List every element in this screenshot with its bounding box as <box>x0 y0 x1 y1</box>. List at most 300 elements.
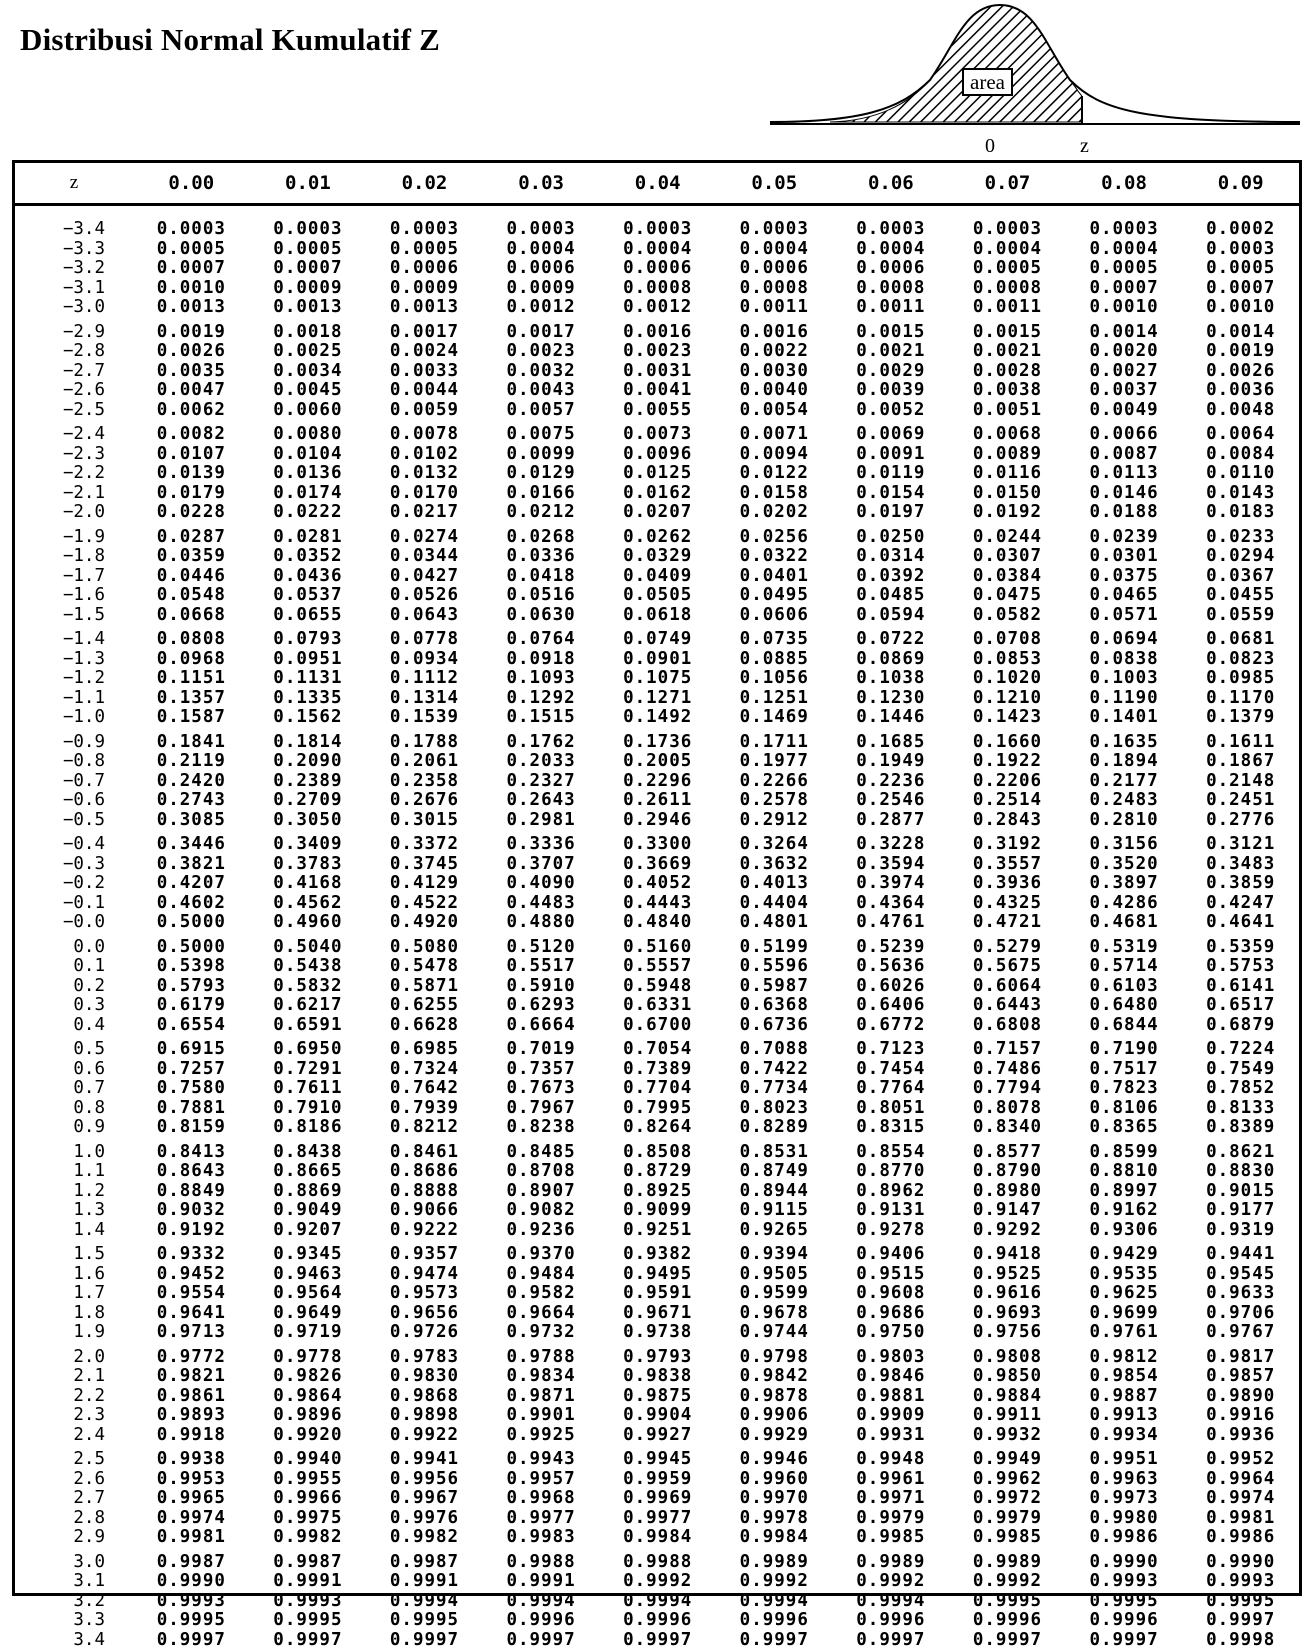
probability-cell: 0.0122 <box>716 464 833 484</box>
probability-cell: 0.8749 <box>716 1162 833 1182</box>
probability-cell: 0.9834 <box>483 1367 600 1387</box>
probability-cell: 0.5478 <box>366 957 483 977</box>
probability-cell: 0.0025 <box>250 342 367 362</box>
probability-cell: 0.1190 <box>1066 689 1183 709</box>
z-value-cell: −1.6 <box>15 586 133 606</box>
probability-cell: 0.9967 <box>366 1489 483 1509</box>
probability-cell: 0.9946 <box>716 1445 833 1470</box>
probability-cell: 0.0026 <box>1182 362 1299 382</box>
probability-cell: 0.9808 <box>949 1343 1066 1368</box>
probability-cell: 0.6179 <box>133 996 250 1016</box>
probability-cell: 0.0035 <box>133 362 250 382</box>
probability-cell: 0.3372 <box>366 830 483 855</box>
probability-cell: 0.9927 <box>599 1426 716 1446</box>
probability-cell: 0.9959 <box>599 1470 716 1490</box>
probability-cell: 0.0192 <box>949 503 1066 523</box>
probability-cell: 0.2296 <box>599 772 716 792</box>
probability-cell: 0.0026 <box>133 342 250 362</box>
probability-cell: 0.7704 <box>599 1079 716 1099</box>
probability-cell: 0.0869 <box>833 650 950 670</box>
probability-cell: 0.9535 <box>1066 1265 1183 1285</box>
probability-cell: 0.0418 <box>483 567 600 587</box>
z-value-cell: −3.4 <box>15 205 133 240</box>
probability-cell: 0.9991 <box>250 1572 367 1592</box>
probability-cell: 0.9997 <box>483 1631 600 1650</box>
probability-cell: 0.9265 <box>716 1221 833 1241</box>
z-value-cell: 2.5 <box>15 1445 133 1470</box>
probability-cell: 0.1635 <box>1066 728 1183 753</box>
table-row <box>15 1079 1299 1099</box>
table-row <box>15 957 1299 977</box>
probability-cell: 0.2877 <box>833 811 950 831</box>
probability-cell: 0.9977 <box>599 1509 716 1529</box>
column-header: 0.04 <box>599 163 716 205</box>
probability-cell: 0.0017 <box>483 318 600 343</box>
probability-cell: 0.0244 <box>949 523 1066 548</box>
probability-cell: 0.4880 <box>483 913 600 933</box>
probability-cell: 0.0314 <box>833 547 950 567</box>
probability-cell: 0.9971 <box>833 1489 950 1509</box>
z-value-cell: −3.3 <box>15 240 133 260</box>
probability-cell: 0.9573 <box>366 1284 483 1304</box>
probability-cell: 0.9719 <box>250 1323 367 1343</box>
probability-cell: 0.1112 <box>366 669 483 689</box>
table-row <box>15 669 1299 689</box>
probability-cell: 0.9929 <box>716 1426 833 1446</box>
z-value-cell: −2.1 <box>15 484 133 504</box>
probability-cell: 0.0301 <box>1066 547 1183 567</box>
probability-cell: 0.0202 <box>716 503 833 523</box>
probability-cell: 0.0015 <box>833 318 950 343</box>
probability-cell: 0.9778 <box>250 1343 367 1368</box>
z-value-cell: −0.7 <box>15 772 133 792</box>
table-row <box>15 381 1299 401</box>
probability-cell: 0.9995 <box>133 1611 250 1631</box>
probability-cell: 0.8531 <box>716 1138 833 1163</box>
probability-cell: 0.0011 <box>949 298 1066 318</box>
probability-cell: 0.4522 <box>366 894 483 914</box>
table-row <box>15 318 1299 343</box>
probability-cell: 0.0104 <box>250 445 367 465</box>
probability-cell: 0.8508 <box>599 1138 716 1163</box>
z-value-cell: −1.4 <box>15 625 133 650</box>
probability-cell: 0.0021 <box>949 342 1066 362</box>
probability-cell: 0.4364 <box>833 894 950 914</box>
normal-curve-figure <box>770 0 1300 160</box>
probability-cell: 0.6879 <box>1182 1016 1299 1036</box>
probability-cell: 0.9981 <box>133 1528 250 1548</box>
probability-cell: 0.0048 <box>1182 401 1299 421</box>
table-row <box>15 1323 1299 1343</box>
probability-cell: 0.0016 <box>716 318 833 343</box>
probability-cell: 0.0007 <box>250 259 367 279</box>
probability-cell: 0.0179 <box>133 484 250 504</box>
probability-cell: 0.0009 <box>483 279 600 299</box>
probability-cell: 0.5948 <box>599 977 716 997</box>
table-row <box>15 791 1299 811</box>
probability-cell: 0.9997 <box>599 1631 716 1650</box>
z-value-cell: 2.8 <box>15 1509 133 1529</box>
probability-cell: 0.6331 <box>599 996 716 1016</box>
probability-cell: 0.0007 <box>1066 279 1183 299</box>
probability-cell: 0.9997 <box>366 1631 483 1650</box>
z-value-cell: −0.0 <box>15 913 133 933</box>
probability-cell: 0.9990 <box>1066 1548 1183 1573</box>
probability-cell: 0.0034 <box>250 362 367 382</box>
z-value-cell: 2.4 <box>15 1426 133 1446</box>
probability-cell: 0.6480 <box>1066 996 1183 1016</box>
z-label: z <box>1080 135 1089 158</box>
z-value-cell: −0.2 <box>15 874 133 894</box>
probability-cell: 0.0013 <box>366 298 483 318</box>
probability-cell: 0.6103 <box>1066 977 1183 997</box>
table-row <box>15 1509 1299 1529</box>
probability-cell: 0.9292 <box>949 1221 1066 1241</box>
probability-cell: 0.4207 <box>133 874 250 894</box>
probability-cell: 0.0375 <box>1066 567 1183 587</box>
probability-cell: 0.0516 <box>483 586 600 606</box>
probability-cell: 0.9861 <box>133 1387 250 1407</box>
probability-cell: 0.0281 <box>250 523 367 548</box>
probability-cell: 0.0017 <box>366 318 483 343</box>
probability-cell: 0.8389 <box>1182 1118 1299 1138</box>
probability-cell: 0.0075 <box>483 420 600 445</box>
probability-cell: 0.0495 <box>716 586 833 606</box>
probability-cell: 0.9893 <box>133 1406 250 1426</box>
table-row <box>15 1611 1299 1631</box>
probability-cell: 0.7517 <box>1066 1060 1183 1080</box>
page-title: Distribusi Normal Kumulatif Z <box>20 22 440 58</box>
table-row <box>15 503 1299 523</box>
probability-cell: 0.9641 <box>133 1304 250 1324</box>
probability-cell: 0.0023 <box>599 342 716 362</box>
probability-cell: 0.0066 <box>1066 420 1183 445</box>
probability-cell: 0.0853 <box>949 650 1066 670</box>
probability-cell: 0.0808 <box>133 625 250 650</box>
probability-cell: 0.5438 <box>250 957 367 977</box>
probability-cell: 0.0207 <box>599 503 716 523</box>
probability-cell: 0.3897 <box>1066 874 1183 894</box>
probability-cell: 0.9974 <box>1182 1489 1299 1509</box>
z-value-cell: 0.4 <box>15 1016 133 1036</box>
probability-cell: 0.7881 <box>133 1099 250 1119</box>
column-header: 0.06 <box>833 163 950 205</box>
probability-cell: 0.8238 <box>483 1118 600 1138</box>
z-value-cell: −2.3 <box>15 445 133 465</box>
probability-cell: 0.0239 <box>1066 523 1183 548</box>
probability-cell: 0.7257 <box>133 1060 250 1080</box>
z-value-cell: −0.4 <box>15 830 133 855</box>
probability-cell: 0.3520 <box>1066 855 1183 875</box>
table-row <box>15 1470 1299 1490</box>
probability-cell: 0.6985 <box>366 1035 483 1060</box>
z-value-cell: 1.0 <box>15 1138 133 1163</box>
probability-cell: 0.9993 <box>1066 1572 1183 1592</box>
probability-cell: 0.3859 <box>1182 874 1299 894</box>
probability-cell: 0.9656 <box>366 1304 483 1324</box>
probability-cell: 0.0618 <box>599 606 716 626</box>
probability-cell: 0.9099 <box>599 1201 716 1221</box>
probability-cell: 0.3821 <box>133 855 250 875</box>
probability-cell: 0.5319 <box>1066 933 1183 958</box>
probability-cell: 0.0091 <box>833 445 950 465</box>
probability-cell: 0.0009 <box>366 279 483 299</box>
probability-cell: 0.2061 <box>366 752 483 772</box>
probability-cell: 0.6443 <box>949 996 1066 1016</box>
probability-cell: 0.7823 <box>1066 1079 1183 1099</box>
probability-cell: 0.1251 <box>716 689 833 709</box>
probability-cell: 0.0005 <box>250 240 367 260</box>
probability-cell: 0.3121 <box>1182 830 1299 855</box>
probability-cell: 0.8289 <box>716 1118 833 1138</box>
probability-cell: 0.0606 <box>716 606 833 626</box>
probability-cell: 0.8106 <box>1066 1099 1183 1119</box>
probability-cell: 0.9418 <box>949 1240 1066 1265</box>
probability-cell: 0.9842 <box>716 1367 833 1387</box>
probability-cell: 0.5987 <box>716 977 833 997</box>
probability-cell: 0.9972 <box>949 1489 1066 1509</box>
z-value-cell: −2.9 <box>15 318 133 343</box>
probability-cell: 0.7611 <box>250 1079 367 1099</box>
probability-cell: 0.0062 <box>133 401 250 421</box>
probability-cell: 0.0465 <box>1066 586 1183 606</box>
probability-cell: 0.0158 <box>716 484 833 504</box>
probability-cell: 0.9998 <box>1182 1631 1299 1650</box>
z-value-cell: 2.1 <box>15 1367 133 1387</box>
z-value-cell: 1.5 <box>15 1240 133 1265</box>
probability-cell: 0.2743 <box>133 791 250 811</box>
probability-cell: 0.0005 <box>949 259 1066 279</box>
probability-cell: 0.1736 <box>599 728 716 753</box>
probability-cell: 0.5871 <box>366 977 483 997</box>
probability-cell: 0.7019 <box>483 1035 600 1060</box>
probability-cell: 0.9936 <box>1182 1426 1299 1446</box>
table-row <box>15 996 1299 1016</box>
probability-cell: 0.9871 <box>483 1387 600 1407</box>
probability-cell: 0.9990 <box>1182 1548 1299 1573</box>
probability-cell: 0.1314 <box>366 689 483 709</box>
z-value-cell: −0.1 <box>15 894 133 914</box>
probability-cell: 0.5160 <box>599 933 716 958</box>
z-value-cell: −0.6 <box>15 791 133 811</box>
probability-cell: 0.9997 <box>1182 1611 1299 1631</box>
probability-cell: 0.0007 <box>133 259 250 279</box>
table-row <box>15 1284 1299 1304</box>
probability-cell: 0.0352 <box>250 547 367 567</box>
probability-cell: 0.7357 <box>483 1060 600 1080</box>
probability-cell: 0.0262 <box>599 523 716 548</box>
probability-cell: 0.9798 <box>716 1343 833 1368</box>
probability-cell: 0.9989 <box>833 1548 950 1573</box>
probability-cell: 0.1075 <box>599 669 716 689</box>
probability-cell: 0.9484 <box>483 1265 600 1285</box>
z-value-cell: 1.7 <box>15 1284 133 1304</box>
probability-cell: 0.1170 <box>1182 689 1299 709</box>
probability-cell: 0.9767 <box>1182 1323 1299 1343</box>
z-value-cell: −2.6 <box>15 381 133 401</box>
probability-cell: 0.7852 <box>1182 1079 1299 1099</box>
probability-cell: 0.8665 <box>250 1162 367 1182</box>
probability-cell: 0.8729 <box>599 1162 716 1182</box>
probability-cell: 0.0681 <box>1182 625 1299 650</box>
table-row <box>15 913 1299 933</box>
probability-cell: 0.2546 <box>833 791 950 811</box>
probability-cell: 0.3707 <box>483 855 600 875</box>
probability-cell: 0.0329 <box>599 547 716 567</box>
probability-cell: 0.0505 <box>599 586 716 606</box>
probability-cell: 0.0367 <box>1182 567 1299 587</box>
probability-cell: 0.8264 <box>599 1118 716 1138</box>
probability-cell: 0.9812 <box>1066 1343 1183 1368</box>
probability-cell: 0.7549 <box>1182 1060 1299 1080</box>
probability-cell: 0.2005 <box>599 752 716 772</box>
probability-cell: 0.9995 <box>366 1611 483 1631</box>
probability-cell: 0.8621 <box>1182 1138 1299 1163</box>
probability-cell: 0.1423 <box>949 708 1066 728</box>
probability-cell: 0.5359 <box>1182 933 1299 958</box>
probability-cell: 0.6700 <box>599 1016 716 1036</box>
probability-cell: 0.1003 <box>1066 669 1183 689</box>
z-value-cell: 2.6 <box>15 1470 133 1490</box>
probability-cell: 0.0084 <box>1182 445 1299 465</box>
probability-cell: 0.9761 <box>1066 1323 1183 1343</box>
area-label: area <box>962 68 1013 96</box>
probability-cell: 0.3228 <box>833 830 950 855</box>
probability-cell: 0.9934 <box>1066 1426 1183 1446</box>
probability-cell: 0.3156 <box>1066 830 1183 855</box>
probability-cell: 0.9980 <box>1066 1509 1183 1529</box>
probability-cell: 0.9826 <box>250 1367 367 1387</box>
probability-cell: 0.3050 <box>250 811 367 831</box>
probability-cell: 0.7224 <box>1182 1035 1299 1060</box>
probability-cell: 0.7454 <box>833 1060 950 1080</box>
probability-cell: 0.2843 <box>949 811 1066 831</box>
probability-cell: 0.9616 <box>949 1284 1066 1304</box>
probability-cell: 0.9032 <box>133 1201 250 1221</box>
probability-cell: 0.8997 <box>1066 1182 1183 1202</box>
probability-cell: 0.6064 <box>949 977 1066 997</box>
probability-cell: 0.0041 <box>599 381 716 401</box>
probability-cell: 0.9545 <box>1182 1265 1299 1285</box>
table-row <box>15 464 1299 484</box>
probability-cell: 0.0170 <box>366 484 483 504</box>
z-value-cell: 0.1 <box>15 957 133 977</box>
probability-cell: 0.7291 <box>250 1060 367 1080</box>
table-row <box>15 830 1299 855</box>
table-row <box>15 420 1299 445</box>
probability-cell: 0.9953 <box>133 1470 250 1490</box>
probability-cell: 0.0036 <box>1182 381 1299 401</box>
probability-cell: 0.0655 <box>250 606 367 626</box>
probability-cell: 0.8686 <box>366 1162 483 1182</box>
probability-cell: 0.0059 <box>366 401 483 421</box>
probability-cell: 0.0129 <box>483 464 600 484</box>
probability-cell: 0.7324 <box>366 1060 483 1080</box>
z-value-cell: 1.2 <box>15 1182 133 1202</box>
probability-cell: 0.7389 <box>599 1060 716 1080</box>
probability-cell: 0.1814 <box>250 728 367 753</box>
probability-cell: 0.9979 <box>949 1509 1066 1529</box>
probability-cell: 0.9838 <box>599 1367 716 1387</box>
probability-cell: 0.9977 <box>483 1509 600 1529</box>
probability-cell: 0.8186 <box>250 1118 367 1138</box>
probability-cell: 0.9278 <box>833 1221 950 1241</box>
table-body <box>15 205 1299 1650</box>
table-row <box>15 811 1299 831</box>
probability-cell: 0.2451 <box>1182 791 1299 811</box>
probability-cell: 0.9162 <box>1066 1201 1183 1221</box>
probability-cell: 0.0735 <box>716 625 833 650</box>
probability-cell: 0.9938 <box>133 1445 250 1470</box>
probability-cell: 0.9965 <box>133 1489 250 1509</box>
probability-cell: 0.2358 <box>366 772 483 792</box>
probability-cell: 0.0006 <box>366 259 483 279</box>
probability-cell: 0.9699 <box>1066 1304 1183 1324</box>
probability-cell: 0.0004 <box>716 240 833 260</box>
probability-cell: 0.0027 <box>1066 362 1183 382</box>
probability-cell: 0.3557 <box>949 855 1066 875</box>
probability-cell: 0.9970 <box>716 1489 833 1509</box>
probability-cell: 0.2810 <box>1066 811 1183 831</box>
probability-cell: 0.9996 <box>716 1611 833 1631</box>
probability-cell: 0.9994 <box>366 1592 483 1612</box>
probability-cell: 0.9750 <box>833 1323 950 1343</box>
probability-cell: 0.9525 <box>949 1265 1066 1285</box>
probability-cell: 0.0030 <box>716 362 833 382</box>
probability-cell: 0.0064 <box>1182 420 1299 445</box>
table-row <box>15 1182 1299 1202</box>
probability-cell: 0.0154 <box>833 484 950 504</box>
probability-cell: 0.9911 <box>949 1406 1066 1426</box>
z-value-cell: −2.4 <box>15 420 133 445</box>
column-header: 0.08 <box>1066 163 1183 205</box>
table-row <box>15 855 1299 875</box>
probability-cell: 0.0119 <box>833 464 950 484</box>
probability-cell: 0.9788 <box>483 1343 600 1368</box>
table-row <box>15 259 1299 279</box>
probability-cell: 0.6517 <box>1182 996 1299 1016</box>
probability-cell: 0.1611 <box>1182 728 1299 753</box>
probability-cell: 0.5000 <box>133 933 250 958</box>
probability-cell: 0.0537 <box>250 586 367 606</box>
probability-cell: 0.9948 <box>833 1445 950 1470</box>
probability-cell: 0.0116 <box>949 464 1066 484</box>
probability-cell: 0.4801 <box>716 913 833 933</box>
probability-cell: 0.9995 <box>1182 1592 1299 1612</box>
probability-cell: 0.0033 <box>366 362 483 382</box>
zero-label: 0 <box>985 135 995 158</box>
probability-cell: 0.1056 <box>716 669 833 689</box>
z-value-cell: 0.9 <box>15 1118 133 1138</box>
probability-cell: 0.9994 <box>833 1592 950 1612</box>
probability-cell: 0.9992 <box>716 1572 833 1592</box>
table-row <box>15 977 1299 997</box>
probability-cell: 0.0287 <box>133 523 250 548</box>
column-header: 0.01 <box>250 163 367 205</box>
probability-cell: 0.3632 <box>716 855 833 875</box>
probability-cell: 0.0099 <box>483 445 600 465</box>
probability-cell: 0.6664 <box>483 1016 600 1036</box>
table-row <box>15 1548 1299 1573</box>
probability-cell: 0.4052 <box>599 874 716 894</box>
table-row <box>15 205 1299 240</box>
probability-cell: 0.9957 <box>483 1470 600 1490</box>
probability-cell: 0.0102 <box>366 445 483 465</box>
probability-cell: 0.2090 <box>250 752 367 772</box>
probability-cell: 0.0008 <box>833 279 950 299</box>
probability-cell: 0.0934 <box>366 650 483 670</box>
probability-cell: 0.0136 <box>250 464 367 484</box>
